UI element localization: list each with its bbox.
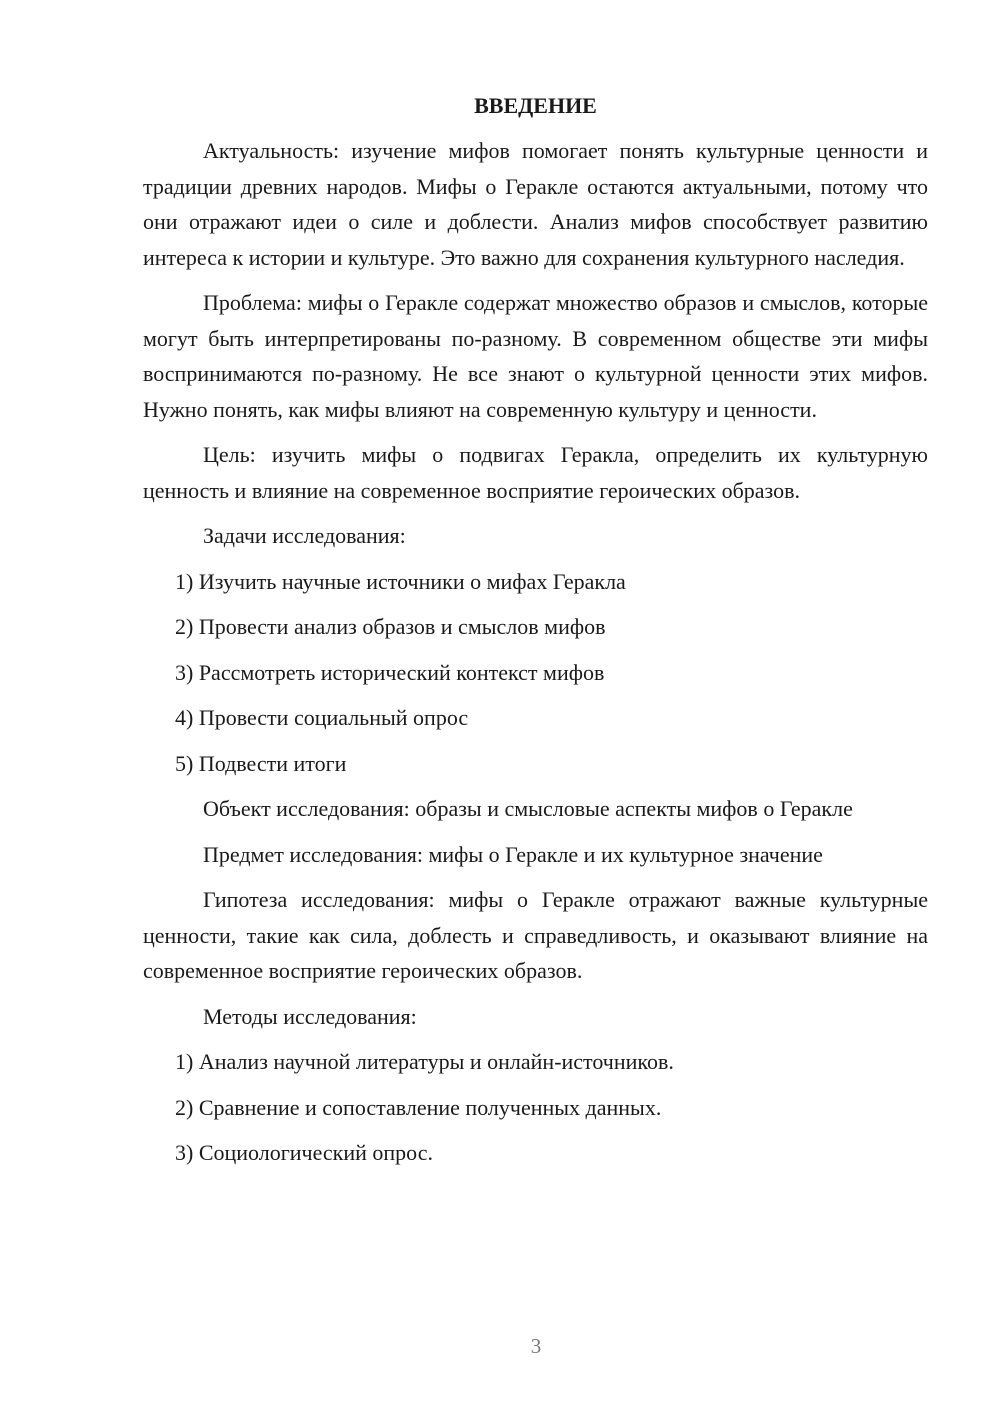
tasks-title: Задачи исследования: xyxy=(203,523,406,548)
method-item: 3) Социологический опрос. xyxy=(175,1140,433,1165)
object-paragraph: Объект исследования: образы и смысловые аспекты мифов о Геракле xyxy=(203,796,853,821)
methods-title: Методы исследования: xyxy=(203,1003,417,1029)
subject-paragraph: Предмет исследования: мифы о Геракле и их культурное значение xyxy=(203,841,823,867)
section-heading: ВВЕДЕНИЕ xyxy=(474,93,597,118)
task-item: 4) Провести социальный опрос xyxy=(175,705,469,730)
task-item: 1) Изучить научные источники о мифах Геракла xyxy=(175,568,626,594)
document-page xyxy=(143,88,928,1181)
goal-paragraph: Цель: изучить мифы о подвигах Геракла, определить их культурную ценность и влияние на современное восприятие героических образов. xyxy=(143,442,928,503)
page-number: 3 xyxy=(530,1334,542,1358)
method-item: 2) Сравнение и сопоставление полученных данных. xyxy=(175,1094,662,1120)
task-item: 5) Подвести итоги xyxy=(175,750,347,776)
method-item: 1) Анализ научной литературы и онлайн-источников. xyxy=(175,1049,674,1074)
relevance-paragraph: Актуальность: изучение мифов помогает понять культурные ценности и традиции древних народов. Мифы о Геракле остаются актуальными, потому что они отражают идеи о силе и доблести. Анализ мифов способствует развитию интереса к истории и культуре. Это важно для сохранения культурного наследия. xyxy=(143,138,928,270)
problem-paragraph: Проблема: мифы о Геракле содержат множество образов и смыслов, которые могут быть интерпретированы по-разному. В современном обществе эти мифы воспринимаются по-разному. Не все знают о культурной ценности этих мифов. Нужно понять, как мифы влияют на современную культуру и ценности. xyxy=(143,290,928,422)
task-item: 3) Рассмотреть исторический контекст мифов xyxy=(175,659,605,685)
task-item: 2) Провести анализ образов и смыслов мифов xyxy=(175,614,606,639)
hypothesis-paragraph: Гипотеза исследования: мифы о Геракле отражают важные культурные ценности, такие как сила, доблесть и справедливость, и оказывают влияние на современное восприятие героических образов. xyxy=(143,887,928,983)
